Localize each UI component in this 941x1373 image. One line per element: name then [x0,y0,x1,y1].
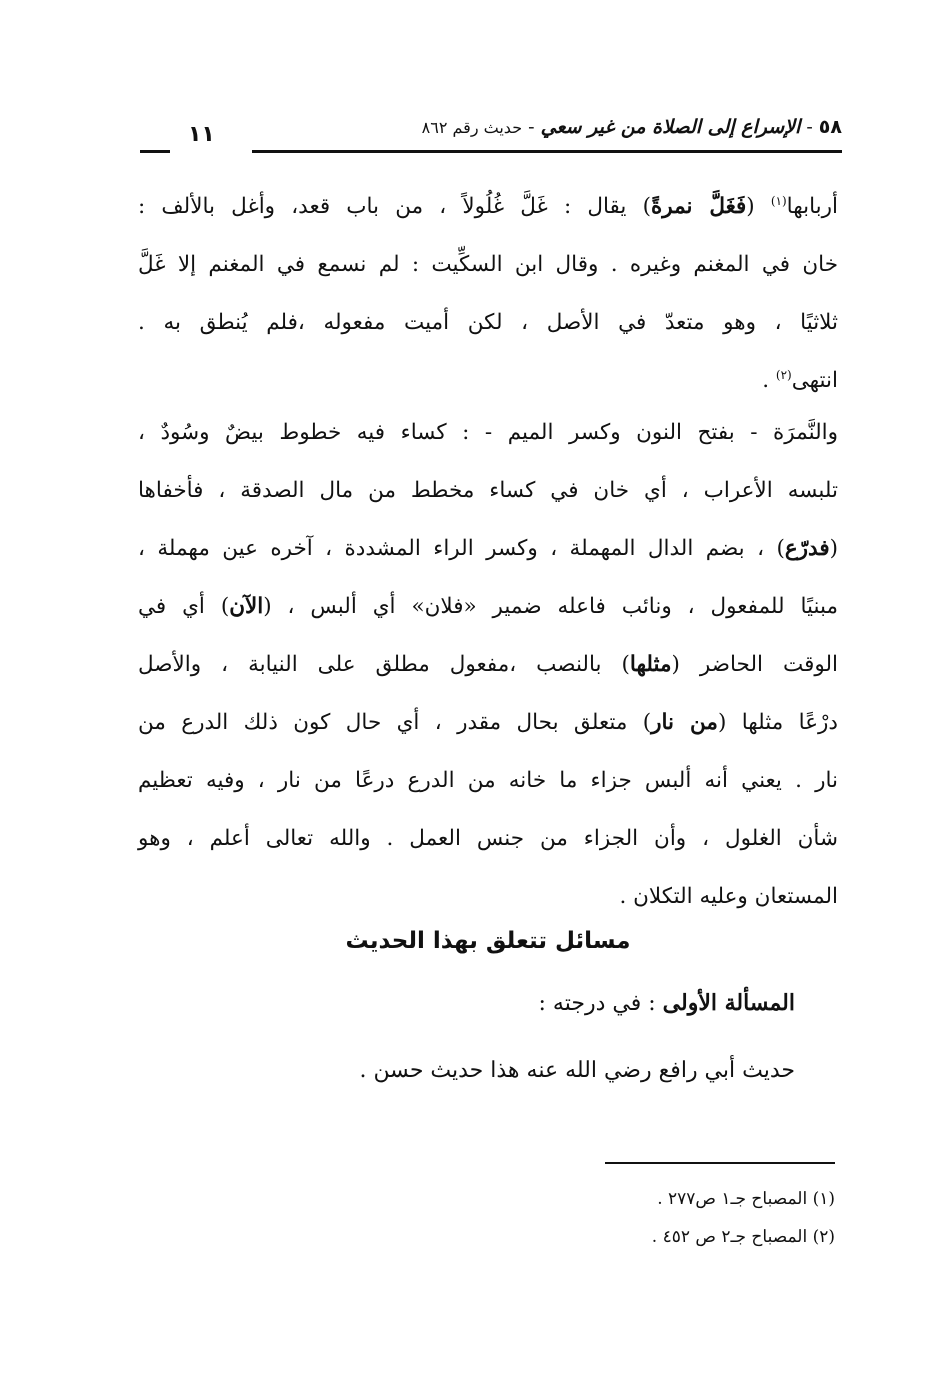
text-run: درْعًا مثلها ( [717,710,838,735]
text-line: شأن الغلول ، وأن الجزاء من جنس العمل . والله تعالى أعلم ، وهو [138,826,838,851]
text-line: المستعان وعليه التكلان . [619,884,838,909]
page-number: ٥٨ [818,116,842,138]
issue-heading [539,990,795,1016]
paragraph-commentary-2 [138,404,838,926]
header-dash: - [806,116,813,138]
text-run: ) بالنصب ،مفعول مطلق على النيابة ، والأصل [138,652,630,677]
quoted-phrase: فَغَلَّ نمرةً [650,194,747,219]
section-heading: مسائل تتعلق بهذا الحديث [345,928,631,954]
text-line [138,694,838,752]
text-run: الوقت الحاضر ( [671,652,838,677]
quoted-phrase: فدرّع [784,536,830,561]
issue-label: المسألة الأولى [662,990,795,1016]
footnote-ref: (١) [770,193,787,208]
text-run: . [762,368,776,393]
text-line: نار . يعني أنه ألبس جزاء ما خانه من الدرع درعًا من نار ، وفيه تعظيم [138,768,838,793]
text-line: تلبسه الأعراب ، أي خان في كساء مخطط من مال الصدقة ، فأخفاها [138,478,838,503]
quoted-phrase: الآن [229,594,264,619]
text-line [138,636,838,694]
text-run: ) يقال : غَلَّ غُلُولاً ، من باب قعد، وأغل بالألف : [138,194,651,219]
running-head [422,116,842,138]
text-run: انتهى [791,368,838,393]
header-rule [252,150,842,153]
text-run: مبنيًا للمفعول ، ونائب فاعله ضمير «فلان» أي ألبس ، ( [263,594,838,619]
text-line [138,578,838,636]
footnote-1: (١) المصباح جـ١ ص٢٧٧ . [657,1189,835,1209]
footnotes [652,1180,835,1256]
paragraph-commentary-1 [138,178,838,410]
issue-topic: في درجته : [538,991,642,1016]
text-run: ( [746,194,771,219]
book-title: الإسراع إلى الصلاة من غير سعي [540,116,801,138]
chapter-dash [140,150,170,153]
text-run: ) أي في [138,594,230,619]
header-separator: - [528,116,535,138]
text-line [138,352,838,410]
page-header [140,112,842,154]
text-line [138,178,838,236]
hadith-reference: حديث رقم ٨٦٢ [421,118,523,137]
quoted-phrase: من نار [651,710,718,735]
text-run: أربابها [786,194,838,219]
text-line [138,520,838,578]
footnote-ref: (٢) [775,367,792,382]
text-line: ثلاثيًا ، وهو متعدّ في الأصل ، لكن أميت مفعوله ،فلم يُنطق به . [138,310,838,335]
text-line: والنَّمرَة - بفتح النون وكسر الميم - : كساء فيه خطوط بيضٌ وسُودٌ ، [138,420,838,445]
issue-body: حديث أبي رافع رضي الله عنه هذا حديث حسن . [359,1058,795,1083]
footnote-rule [605,1162,835,1164]
text-line: خان في المغنم وغيره . وقال ابن السكِّيت : لم نسمع في المغنم إلا غَلَّ [138,252,838,277]
footnote-2: (٢) المصباح جـ٢ ص ٤٥٢ . [651,1227,835,1247]
issue-colon: : [641,991,663,1016]
text-run: ( [829,536,838,561]
quoted-phrase: مثلها [629,652,672,677]
chapter-number: ١١ [188,122,215,147]
text-run: ) متعلق بحال مقدر ، أي حال كون ذلك الدرع من [138,710,652,735]
text-run: ) ، بضم الدال المهملة ، وكسر الراء المشددة ، آخره عين مهملة ، [138,536,785,561]
